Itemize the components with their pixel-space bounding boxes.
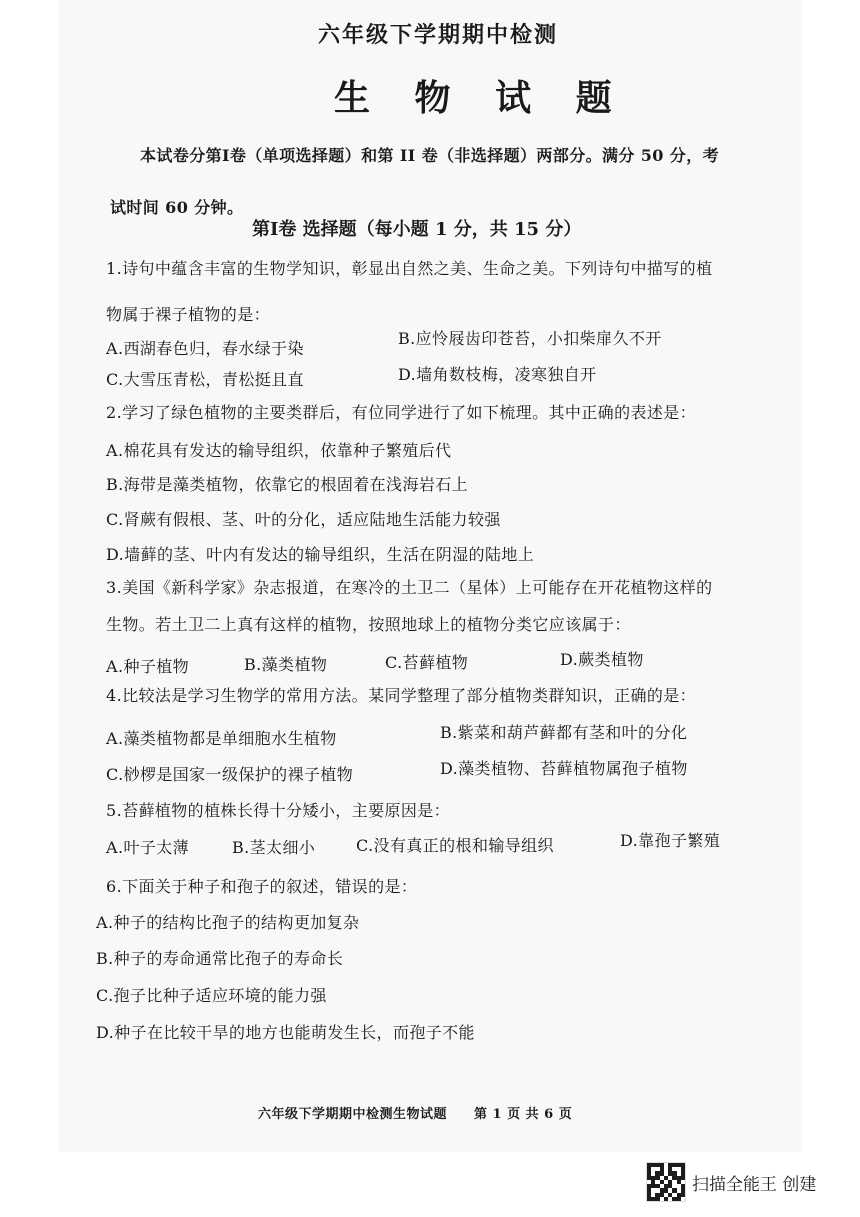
question-stem: 4.比较法是学习生物学的常用方法。某同学整理了部分植物类群知识，正确的是： <box>106 686 697 705</box>
question-stem: 生物。若土卫二上真有这样的植物，按照地球上的植物分类它应该属于： <box>106 615 631 634</box>
exam-subtitle: 六年级下学期期中检测 <box>318 22 559 48</box>
option-d: D.蕨类植物 <box>560 650 644 669</box>
question-stem: 6.下面关于种子和孢子的叙述，错误的是： <box>106 877 418 896</box>
option-c: C.孢子比种子适应环境的能力强 <box>96 986 327 1005</box>
question-stem: 物属于裸子植物的是： <box>106 305 271 324</box>
option-c: C.肾蕨有假根、茎、叶的分化，适应陆地生活能力较强 <box>106 510 501 529</box>
option-b: B.藻类植物 <box>244 655 328 674</box>
option-a: A.种子植物 <box>106 657 190 676</box>
exam-title: 生 物 试 题 <box>334 77 628 119</box>
question-stem: 3.美国《新科学家》杂志报道，在寒冷的土卫二（星体）上可能存在开花植物这样的 <box>106 578 713 597</box>
intro-line-1: 本试卷分第Ⅰ卷（单项选择题）和第 II 卷（非选择题）两部分。满分 50 分，考 <box>140 146 720 165</box>
option-b: B.海带是藻类植物，依靠它的根固着在浅海岩石上 <box>106 475 469 494</box>
option-a: A.西湖春色归，春水绿于染 <box>106 339 304 358</box>
option-b: B.茎太细小 <box>232 838 316 857</box>
question-stem: 2.学习了绿色植物的主要类群后，有位同学进行了如下梳理。其中正确的表述是： <box>106 403 697 422</box>
option-b: B.应怜屐齿印苍苔，小扣柴扉久不开 <box>398 329 662 348</box>
option-d: D.墙藓的茎、叶内有发达的输导组织，生活在阴湿的陆地上 <box>106 545 535 564</box>
qr-code-icon <box>646 1162 686 1202</box>
section-heading: 第Ⅰ卷 选择题（每小题 1 分，共 15 分） <box>252 219 582 240</box>
option-d: D.种子在比较干旱的地方也能萌发生长，而孢子不能 <box>96 1023 475 1042</box>
option-d: D.藻类植物、苔藓植物属孢子植物 <box>440 759 688 778</box>
option-a: A.种子的结构比孢子的结构更加复杂 <box>96 913 360 932</box>
watermark-text: 扫描全能王 创建 <box>692 1175 817 1195</box>
option-a: A.藻类植物都是单细胞水生植物 <box>106 729 337 748</box>
option-b: B.紫菜和葫芦藓都有茎和叶的分化 <box>440 723 688 742</box>
option-c: C.苔藓植物 <box>385 653 469 672</box>
option-c: C.桫椤是国家一级保护的裸子植物 <box>106 765 354 784</box>
option-a: A.叶子太薄 <box>106 838 190 857</box>
option-d: D.墙角数枝梅，凌寒独自开 <box>398 365 597 384</box>
option-d: D.靠孢子繁殖 <box>620 831 721 850</box>
page-footer: 六年级下学期期中检测生物试题 第 1 页 共 6 页 <box>258 1107 573 1122</box>
option-c: C.大雪压青松，青松挺且直 <box>106 370 304 389</box>
question-stem: 1.诗句中蕴含丰富的生物学知识，彰显出自然之美、生命之美。下列诗句中描写的植 <box>106 259 713 278</box>
question-stem: 5.苔藓植物的植株长得十分矮小，主要原因是： <box>106 801 451 820</box>
intro-line-2: 试时间 60 分钟。 <box>110 198 244 217</box>
option-c: C.没有真正的根和输导组织 <box>356 836 554 855</box>
option-a: A.棉花具有发达的输导组织，依靠种子繁殖后代 <box>106 441 452 460</box>
option-b: B.种子的寿命通常比孢子的寿命长 <box>96 949 344 968</box>
